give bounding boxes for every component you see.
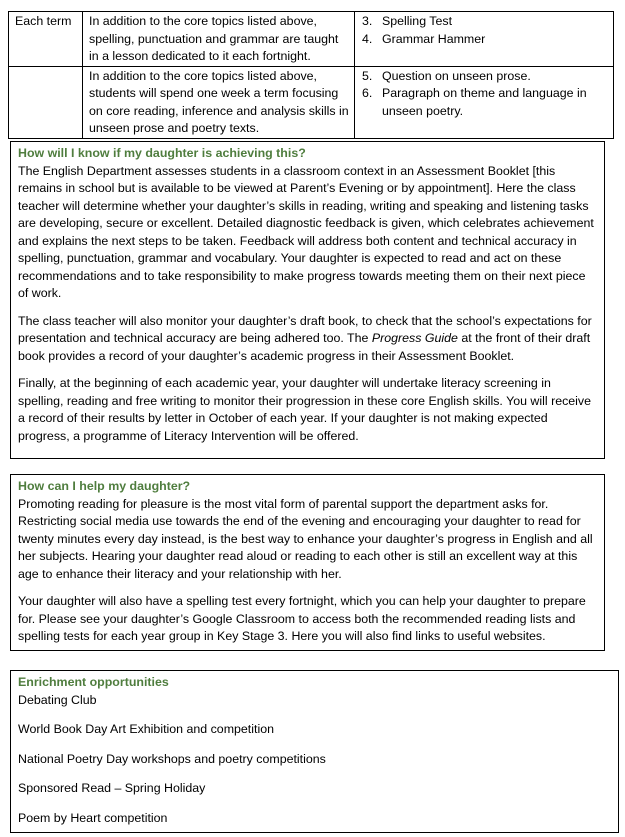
item-number: 4. [362,31,373,46]
achieving-section [10,141,605,459]
item-text: Paragraph on theme and language in unseen poetry. [382,86,587,118]
row-description: In addition to the core topics listed above, students will spend one week a term focusing on core reading, inference and analysis skills in unseen prose and poetry texts. [83,66,355,138]
enrichment-item: National Poetry Day workshops and poetry competitions [18,751,326,766]
item-text: Grammar Hammer [382,31,486,46]
list-item [361,31,608,49]
section-heading: Enrichment opportunities [18,675,169,689]
enrichment-item: World Book Day Art Exhibition and competition [18,722,274,736]
list-item [361,68,608,86]
item-text: Spelling Test [382,14,453,28]
paragraph: Your daughter will also have a spelling test every fortnight, which you can help your daughter to prepare for. Please see your daughter’s Google Classroom to access both the recommended reading lists and spelling tests for each year group in Key Stage 3. Here you will also find links to useful websites. [18,594,586,643]
table-row [9,66,614,138]
paragraph [18,313,597,366]
row-items [355,12,614,67]
item-number: 6. [362,86,373,100]
item-text: Question on unseen prose. [382,68,531,83]
topics-table [8,11,614,139]
paragraph: The English Department assesses students in a classroom context in an Assessment Booklet [this remains in school but is available to be viewed at Parent’s Evening or by appointment]. Here the class teacher will determine whether your daughter’s skills in reading, writing and speaking and listening tasks are developing, secure or excellent. Detailed diagnostic feedback is given, which celebrates achievement and explains the next steps to be taken. Feedback will address both content and technical accuracy in spelling, punctuation, grammar and vocabulary. Your daughter is expected to read and act on these recommendations and to take responsibility to make progress towards meeting them on their next piece of work. [18,163,594,300]
item-number: 5. [362,68,373,83]
row-label: Each term [9,12,83,67]
row-items [355,66,614,138]
item-number: 3. [362,14,373,28]
list-item [361,85,608,120]
paragraph: Finally, at the beginning of each academic year, your daughter will undertake literacy screening in spelling, reading and free writing to monitor their progression in these core English skills. You will receive a record of their results by letter in October of each year. If your daughter is not making expected progress, a programme of Literacy Intervention will be offered. [18,376,592,443]
enrichment-item: Poem by Heart competition [18,810,168,825]
table-row [9,12,614,67]
enrichment-item: Debating Club [18,692,97,707]
help-section [10,474,605,651]
enrichment-section [10,670,619,833]
row-description: In addition to the core topics listed above, spelling, punctuation and grammar are taught in a lesson dedicated to it each fortnight. [83,12,355,67]
row-label [9,66,83,138]
list-item [361,13,608,31]
progress-guide-title: Progress Guide [371,331,458,345]
paragraph-text: The class teacher will also monitor your daughter’s draft book, to check that the school’s expectations for presentation and technical accuracy are being adhered too. The [18,313,592,345]
enrichment-item: Sponsored Read – Spring Holiday [18,781,206,795]
paragraph: Promoting reading for pleasure is the most vital form of parental support the department asks for. Restricting social media use towards the end of the evening and encouraging your daughter to read for twenty minutes every day instead, is the best way to enhance your daughter’s progress in English and all her subjects. Hearing your daughter read aloud or reading to each other is still an excellent way at this age to enhance their literacy and your relationship with her. [18,496,593,581]
section-heading: How will I know if my daughter is achieving this? [18,146,306,160]
section-heading: How can I help my daughter? [18,479,191,493]
paragraph-text: at the front of their draft book provides a record of your daughter’s academic progress in their Assessment Booklet. [18,331,591,363]
